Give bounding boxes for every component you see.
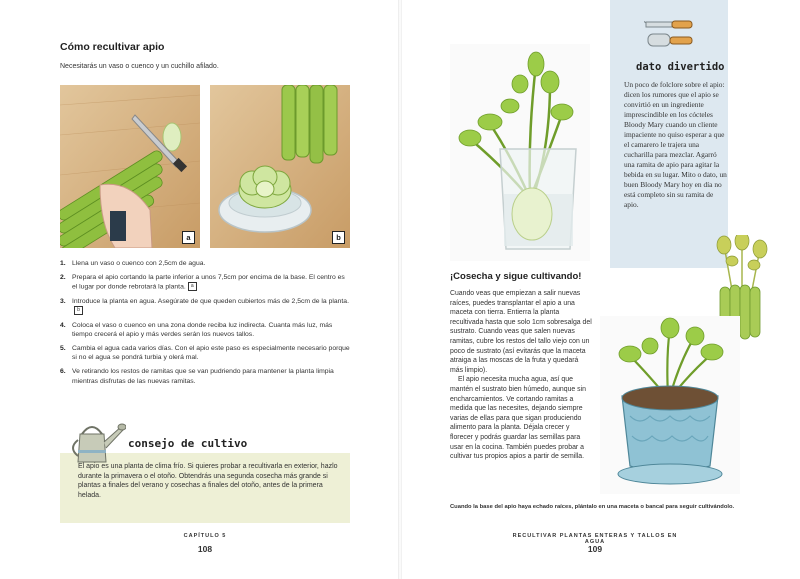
garden-trowel-fork-icon (644, 18, 702, 52)
photo-caption: Cuando la base del apio haya echado raíces, plántalo en una maceta o bancal para seguir cultivándolo. (450, 504, 735, 510)
footer-chapter: CAPÍTULO 5 (183, 533, 227, 539)
step-item: 3. Introduce la planta en agua. Asegúrate de que queden cubiertos más de 2,5cm de la planta.b (60, 297, 349, 314)
footer-section: RECULTIVAR PLANTAS ENTERAS Y TALLOS EN AGUA (512, 533, 678, 545)
celery-cutting-illustration (60, 85, 200, 248)
photo-a-label: a (182, 231, 195, 244)
paragraph: El apio necesita mucha agua, así que mantén el sustrato bien húmedo, aunque sin encharcamientos. Ve cortando ramitas a medida que las necesites, dejando siempre varias de ellas para que sigan produciendo alimento para la planta. Déjala crecer y florecer y podrás guardar las semillas para usar en la cocina. También puedes probar a cultivar tus propios apios a partir de semilla. (450, 376, 586, 461)
watering-can-icon (64, 420, 126, 466)
step-item: 2. Prepara el apio cortando la parte inferior a unos 7,5cm por encima de la base. El centro es el lugar por donde rebrotará la planta. a (60, 274, 345, 291)
celery-pot-illustration (600, 316, 740, 494)
body-text (450, 289, 592, 462)
tip-title: consejo de cultivo (128, 437, 248, 450)
photo-b-label: b (332, 231, 345, 244)
intro-text: Necesitarás un vaso o cuenco y un cuchillo afilado. (60, 63, 219, 70)
book-gutter (398, 0, 402, 579)
section-heading: ¡Cosecha y sigue cultivando! (450, 271, 582, 282)
page-title: Cómo recultivar apio (60, 41, 165, 53)
photo-celery-in-pot (600, 316, 740, 494)
photo-celery-base (210, 85, 350, 248)
photo-reference-b: b (74, 306, 83, 315)
fun-fact-text: Un poco de folclore sobre el apio: dicen los rumores que el apio se convirtió en un ingrediente imprescindible en los cócteles Bloody Mary cuando un cliente impaciente no quiso esperar a que el camarero le trajera una cucharilla para mezclar. Agarró una ramita de apio para agitar la bebida en su lugar. Mito o dato, un buen Bloody Mary hoy en día no está completo sin su ramita de apio. (624, 80, 727, 209)
fun-fact-title: dato divertido (636, 61, 725, 73)
celery-glass-illustration (450, 44, 590, 261)
instructions-list (60, 259, 350, 391)
photo-reference-a: a (188, 282, 197, 291)
step-item: 1. Llena un vaso o cuenco con 2,5cm de agua. (60, 260, 206, 267)
page-number-left: 108 (197, 544, 213, 554)
step-item: 5. Cambia el agua cada varios días. Con el apio este paso es especialmente necesario porque si no el agua se pondrá turbia y olerá mal. (60, 345, 350, 362)
step-item: 4. Coloca el vaso o cuenco en una zona donde reciba luz indirecta. Cuanta más luz, más tiempo crecerá el apio y más verdes serán los nuevos tallos. (60, 321, 333, 338)
photo-cutting-celery (60, 85, 200, 248)
photo-celery-in-glass (450, 44, 590, 261)
step-item: 6. Ve retirando los restos de ramitas que se van pudriendo para mantener la planta limpia mientras disfrutas de las nuevas ramitas. (60, 368, 334, 385)
page-number-right: 109 (587, 544, 603, 554)
tip-text: El apio es una planta de clima frío. Si quieres probar a recultivarla en exterior, hazlo durante la primavera o el otoño. Obtendrás una segunda cosecha más grande si plantas a finales del verano y cosechas a finales del otoño, antes de la primera helada. (78, 463, 338, 499)
celery-base-illustration (210, 85, 350, 248)
paragraph: Cuando veas que empiezan a salir nuevas raíces, puedes transplantar el apio a una maceta con tierra. Entierra la planta recultivada hasta que solo 1cm sobresalga del sustrato. Cuando veas que salen nuevas ramitas, cubre los restos del tallo viejo con un poco de sustrato (así evitarás que la maceta atraiga a las moscas de la fruta y quedará más limpio). (450, 290, 592, 374)
